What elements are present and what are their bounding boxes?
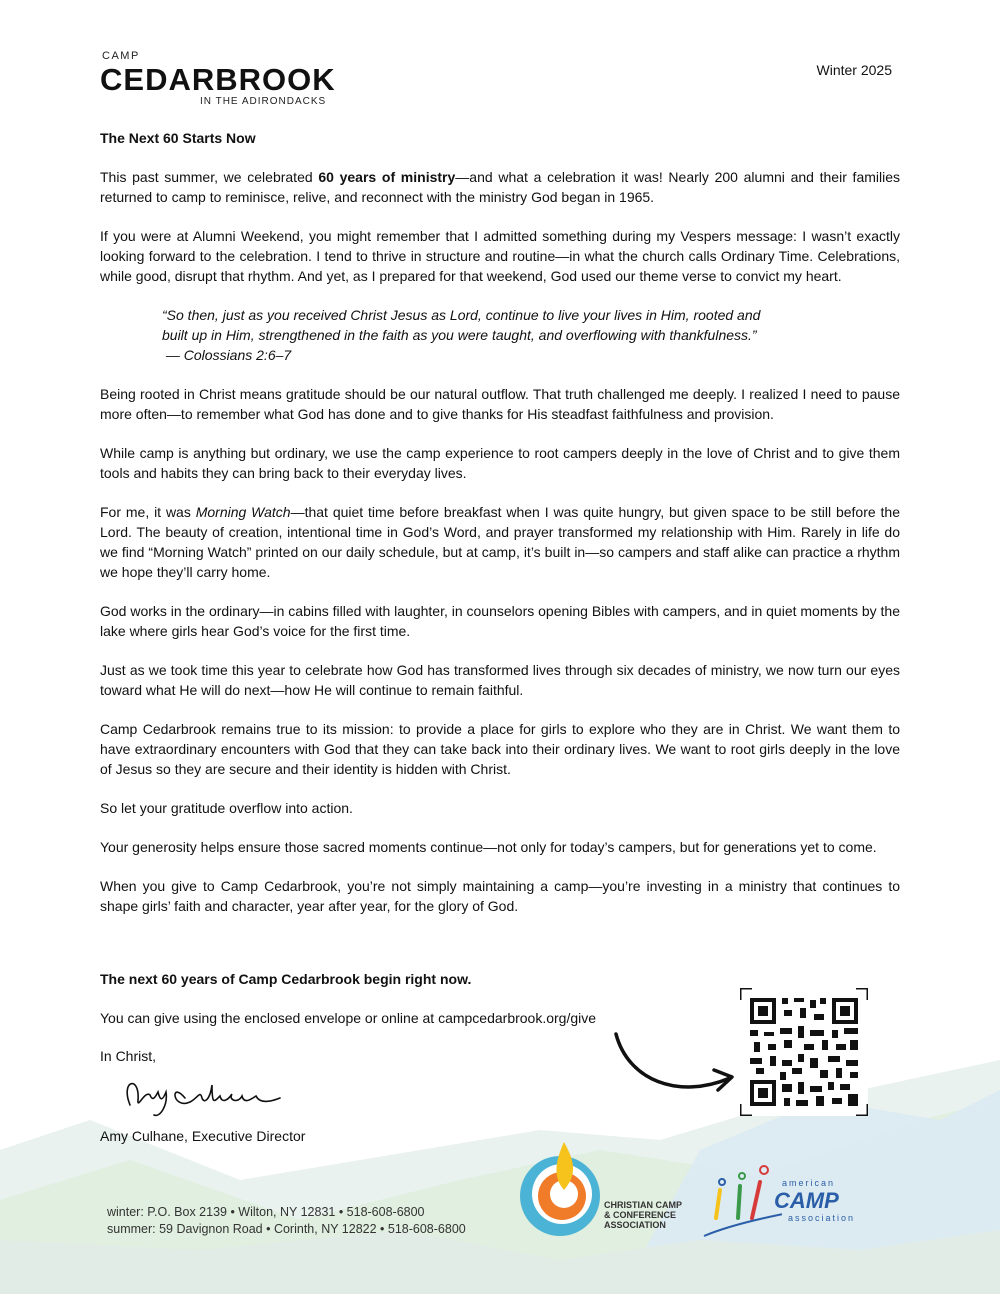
ccca-logo bbox=[518, 1140, 698, 1240]
qr-code[interactable] bbox=[740, 988, 868, 1116]
closing-salutation: In Christ, bbox=[100, 1048, 157, 1064]
letter-body bbox=[100, 128, 900, 935]
ccca-flame-icon bbox=[518, 1140, 604, 1240]
quote-line-2: built up in Him, strengthened in the faith as you were taught, and overflowing with thankfulness.” bbox=[162, 327, 757, 343]
paragraph-11: When you give to Camp Cedarbrook, you’re not simply maintaining a camp—you’re investing in a ministry that continues to shape girls’ faith and character, year after year, for the glory of God. bbox=[100, 878, 900, 914]
scripture-quote bbox=[162, 305, 822, 365]
aca-american: american bbox=[782, 1178, 836, 1188]
logo-subtitle: IN THE ADIRONDACKS bbox=[200, 96, 327, 107]
letter-title: The Next 60 Starts Now bbox=[100, 130, 256, 146]
paragraph-2: If you were at Alumni Weekend, you might remember that I admitted something during my Vespers message: I wasn’t exactly looking forward to the celebration. I tend to thrive in structure and routine—in what the church calls Ordinary Time. Celebrations, while good, disrupt that rhythm. And yet, as I prepared for that weekend, God used our theme verse to convict my heart. bbox=[100, 228, 900, 284]
next-60-statement: The next 60 years of Camp Cedarbrook begin right now. bbox=[100, 971, 472, 987]
paragraph-5: For me, it was Morning Watch—that quiet time before breakfast when I was quite hungry, but given space to be still before the Lord. The beauty of creation, intentional time in God’s Word, and prayer transformed my relationship with Him. Rarely in life do we find “Morning Watch” printed on our daily schedule, but at camp, it’s built in—so campers and staff alike can practice a rhythm we hope they’ll carry home. bbox=[100, 504, 900, 580]
camp-cedarbrook-logo bbox=[100, 50, 350, 110]
address-summer: summer: 59 Davignon Road • Corinth, NY 12822 • 518-608-6800 bbox=[107, 1222, 466, 1236]
handwritten-signature bbox=[110, 1070, 290, 1120]
aca-camp: CAMP bbox=[774, 1188, 839, 1213]
paragraph-10: Your generosity helps ensure those sacred moments continue—not only for today’s campers, but for generations yet to come. bbox=[100, 839, 877, 855]
paragraph-9: So let your gratitude overflow into action. bbox=[100, 800, 353, 816]
paragraph-7: Just as we took time this year to celebrate how God has transformed lives through six decades of ministry, we now turn our eyes toward what He will do next—how He will continue to remain faithful. bbox=[100, 662, 900, 698]
paragraph-8: Camp Cedarbrook remains true to its mission: to provide a place for girls to explore who they are in Christ. We want them to have extraordinary encounters with God that they can take back into their ordinary lives. We want to root girls deeply in the love of Jesus so they are secure and their identity is hidden with Christ. bbox=[100, 721, 900, 777]
aca-figures-icon bbox=[702, 1160, 782, 1240]
paragraph-3: Being rooted in Christ means gratitude should be our natural outflow. That truth challenged me deeply. I realized I need to pause more often—to remember what God has done and to give thanks for His steadfast faithfulness and provision. bbox=[100, 386, 900, 422]
footer-address bbox=[107, 1204, 466, 1238]
quote-line-1: “So then, just as you received Christ Jesus as Lord, continue to live your lives in Him, rooted and bbox=[162, 307, 761, 323]
logo-name-text: CEDARBROOK bbox=[100, 62, 336, 97]
signer-name: Amy Culhane, Executive Director bbox=[100, 1128, 306, 1144]
address-winter: winter: P.O. Box 2139 • Wilton, NY 12831 • 518-608-6800 bbox=[107, 1205, 425, 1219]
italic-morning-watch: Morning Watch bbox=[195, 504, 291, 520]
aca-association: association bbox=[788, 1213, 856, 1223]
give-instructions: You can give using the enclosed envelope or online at campcedarbrook.org/give bbox=[100, 1010, 597, 1026]
logo-camp-text: CAMP bbox=[102, 50, 140, 62]
paragraph-1: This past summer, we celebrated 60 years of ministry—and what a celebration it was! Nearly 200 alumni and their families returned to camp to reminisce, relive, and reconnect with the ministry God began in 1965. bbox=[100, 169, 901, 205]
aca-logo bbox=[702, 1160, 862, 1240]
arrow-icon bbox=[608, 1030, 738, 1100]
ccca-text: CHRISTIAN CAMP & CONFERENCE ASSOCIATION bbox=[604, 1200, 682, 1230]
quote-reference: — Colossians 2:6–7 bbox=[162, 347, 292, 363]
paragraph-6: God works in the ordinary—in cabins filled with laughter, in counselors opening Bibles with campers, and in quiet moments by the lake where girls hear God’s voice for the first time. bbox=[100, 603, 900, 639]
bold-60-years: 60 years of ministry bbox=[318, 169, 456, 185]
paragraph-4: While camp is anything but ordinary, we use the camp experience to root campers deeply in the love of Christ and to give them tools and habits they can bring back to their everyday lives. bbox=[100, 445, 900, 481]
season-date: Winter 2025 bbox=[816, 62, 892, 78]
